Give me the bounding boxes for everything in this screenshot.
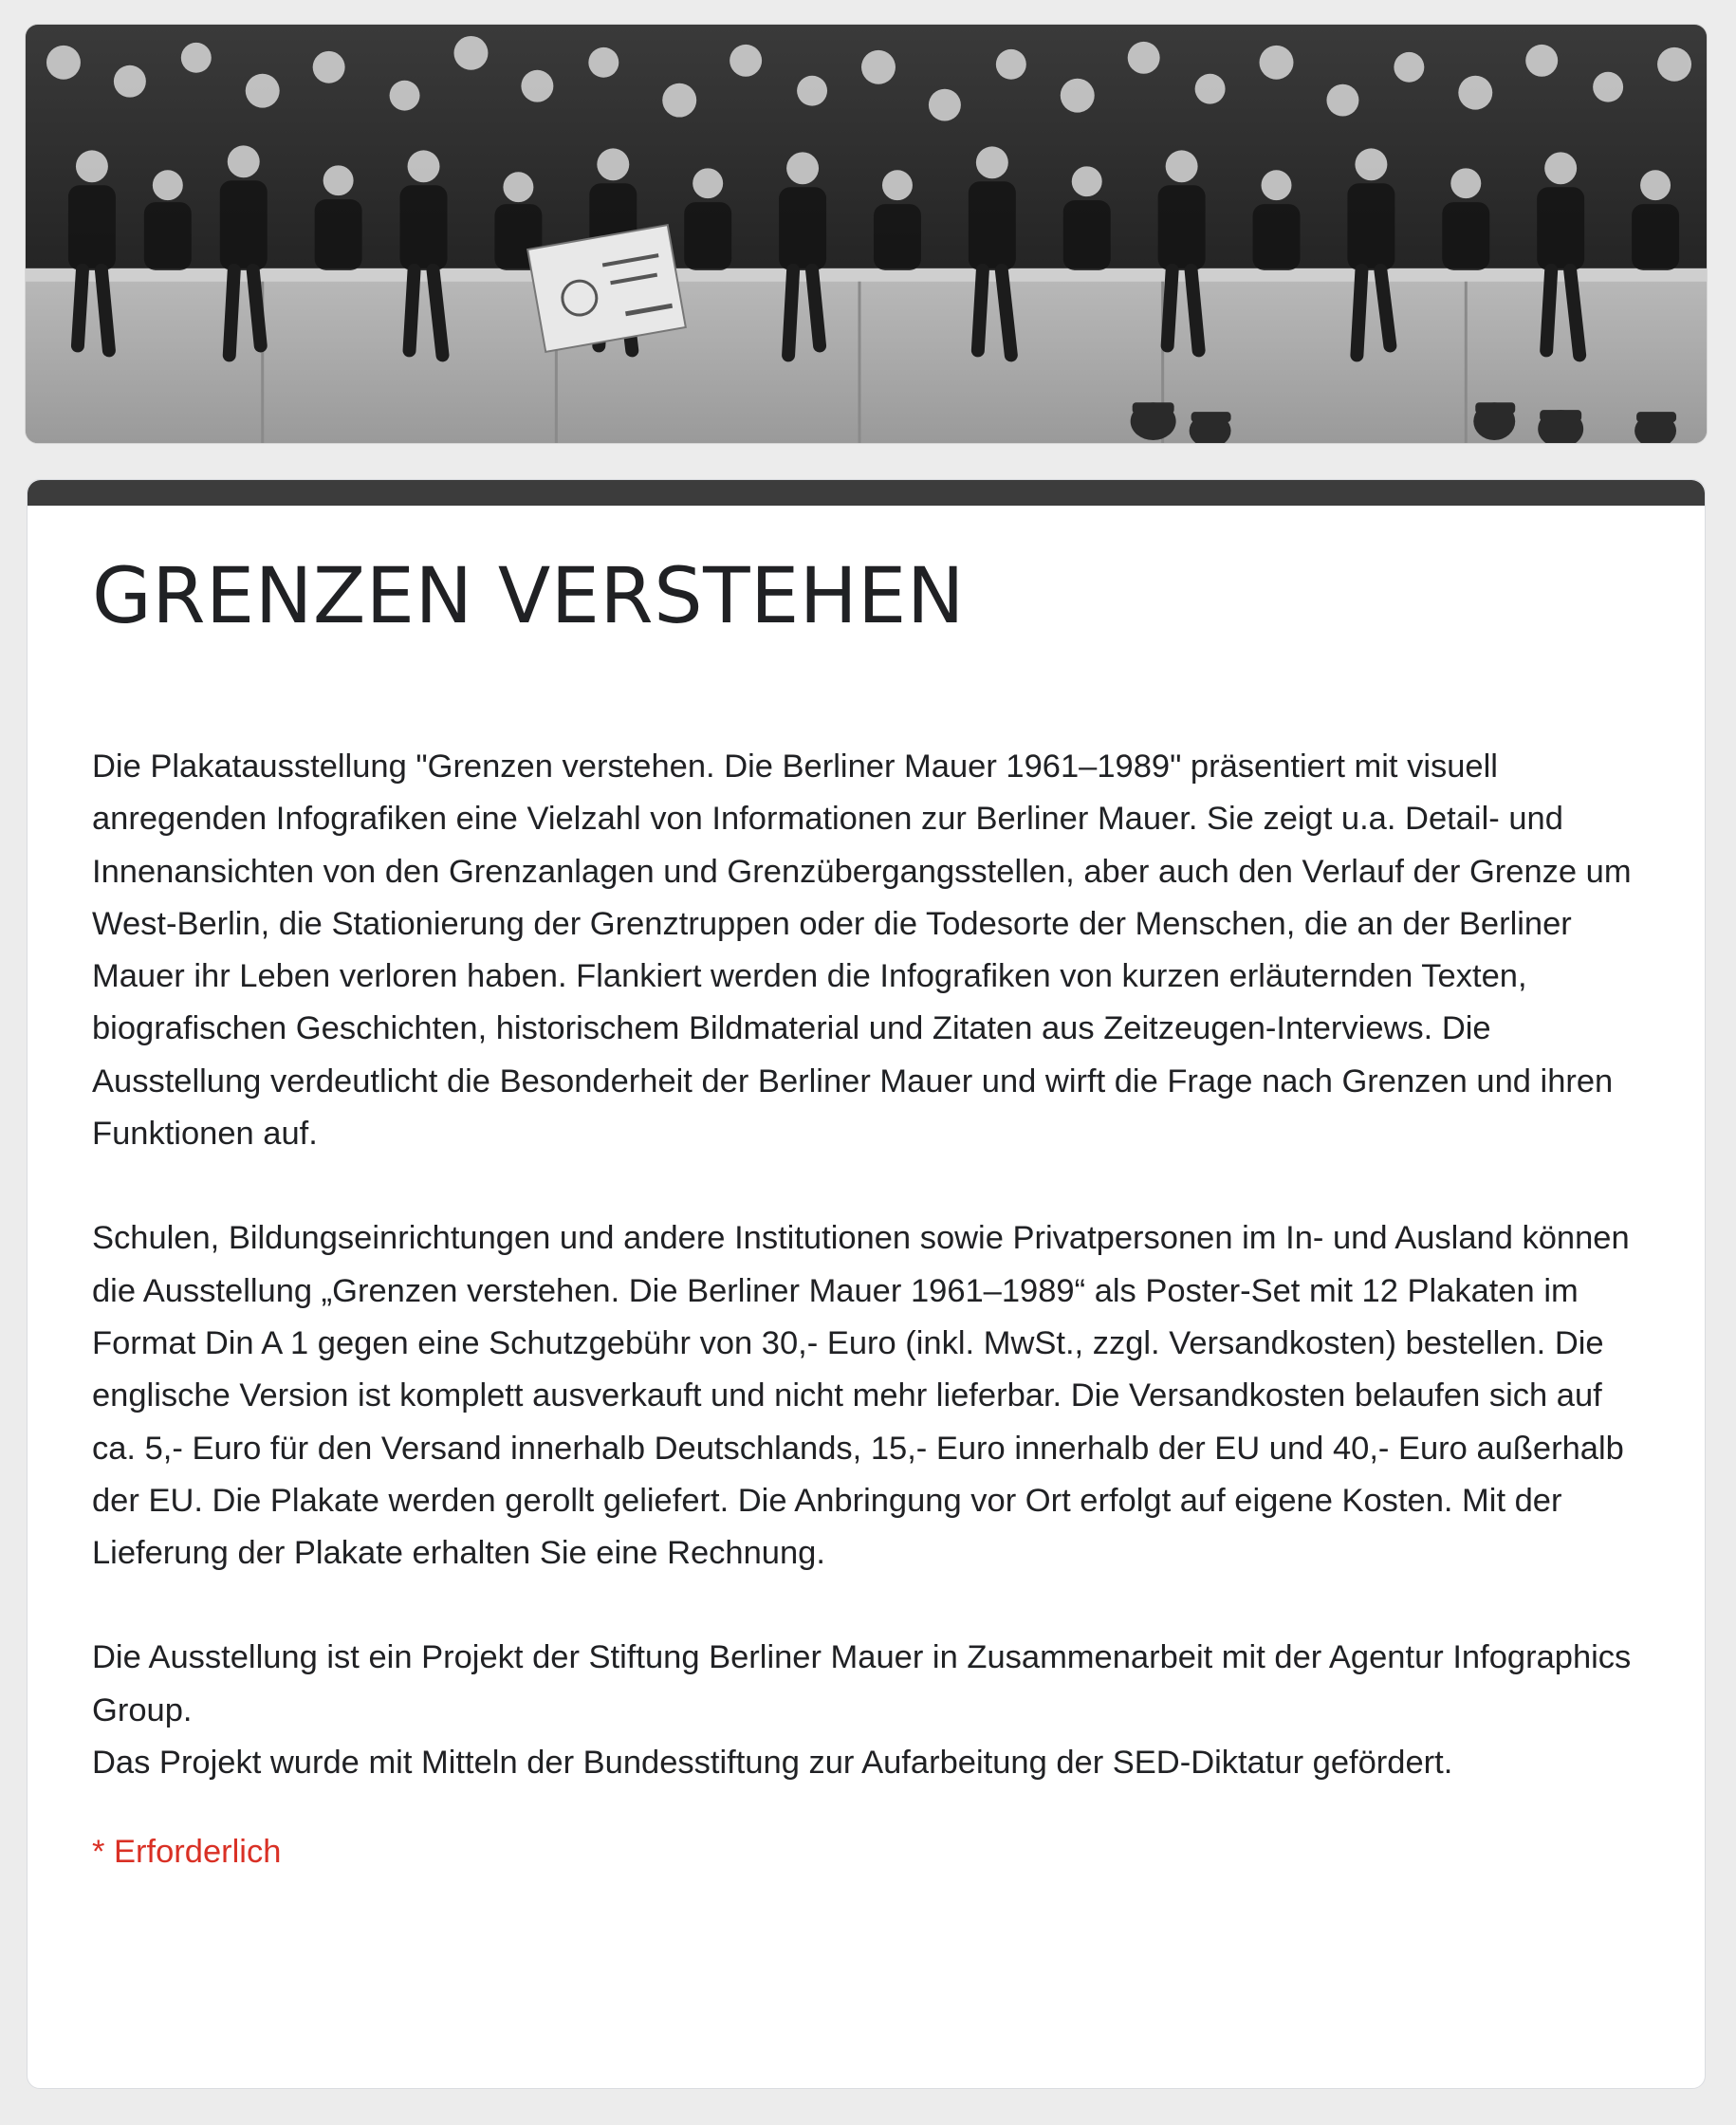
description-paragraph-3 [92,1632,1640,1789]
header-photo [25,24,1708,444]
description-paragraph-2: Schulen, Bildungseinrichtungen und andere Institutionen sowie Privatpersonen im In- und Ausland können die Ausstellung „Grenzen verstehen. Die Berliner Mauer 1961–1989“ als Poster-Set mit 12 Plakaten im Format Din A 1 gegen eine Schutzgebühr von 30,- Euro (inkl. MwSt., zzgl. Versandkosten) bestellen. Die englische Version ist komplett ausverkauft und nicht mehr lieferbar. Die Versandkosten belaufen sich auf ca. 5,- Euro für den Versand innerhalb Deutschlands, 15,- Euro innerhalb der EU und 40,- Euro außerhalb der EU. Die Plakate werden gerollt geliefert. Die Anbringung vor Ort erfolgt auf eigene Kosten. Mit der Lieferung der Plakate erhalten Sie eine Rechnung. [92,1220,1630,1572]
form-header-content [28,549,1705,1876]
description-paragraph-3-line-1: Die Ausstellung ist ein Projekt der Stiftung Berliner Mauer in Zusammenarbeit mit der Agentur Infographics Group. [92,1639,1632,1728]
form-title: GRENZEN VERSTEHEN [92,552,965,641]
required-indicator: * Erforderlich [92,1834,282,1871]
form-header-card [27,479,1706,2089]
description-paragraph-1: Die Plakatausstellung "Grenzen verstehen. Die Berliner Mauer 1961–1989" präsentiert mit visuell anregenden Infografiken eine Vielzahl von Informationen zur Berliner Mauer. Sie zeigt u.a. Detail- und Innenansichten von den Grenzanlagen und Grenzübergangsstellen, aber auch den Verlauf der Grenze um West-Berlin, die Stationierung der Grenztruppen oder die Todesorte der Menschen, die an der Berliner Mauer ihr Leben verloren haben. Flankiert werden die Infografiken von kurzen erläuternden Texten, biografischen Geschichten, historischem Bildmaterial und Zitaten aus Zeitzeugen-Interviews. Die Ausstellung verdeutlicht die Besonderheit der Berliner Mauer und wirft die Frage nach Grenzen und ihren Funktionen auf. [92,748,1632,1153]
form-description [92,741,1640,1789]
theme-accent-bar [28,480,1705,506]
description-paragraph-3-line-2: Das Projekt wurde mit Mitteln der Bundesstiftung zur Aufarbeitung der SED-Diktatur gefördert. [92,1745,1453,1782]
header-photo-illustration [26,25,1707,443]
